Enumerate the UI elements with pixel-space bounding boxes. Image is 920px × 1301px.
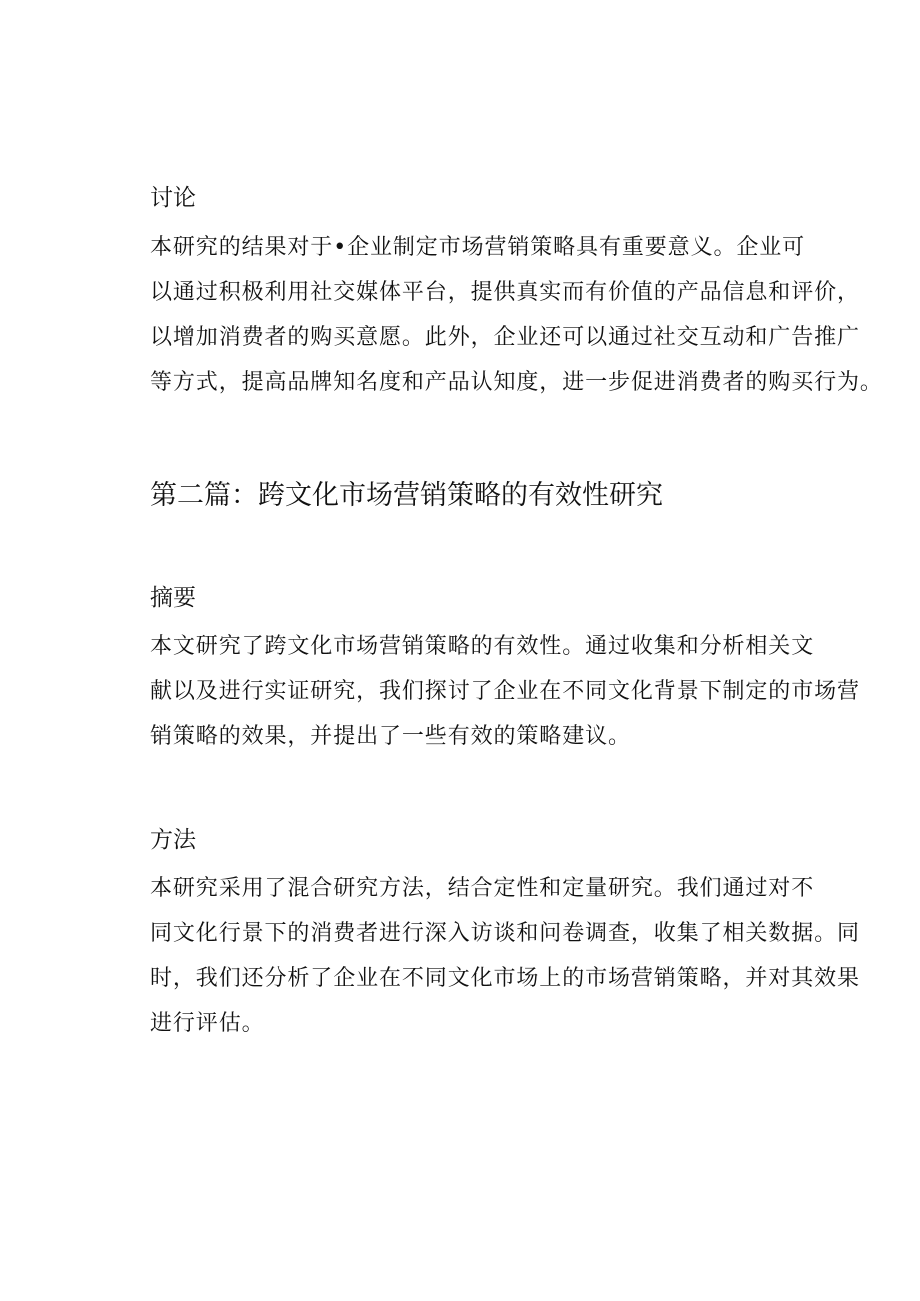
paragraph-line: 等方式，提高品牌知名度和产品认知度，进一步促进消费者的购买行为。 (150, 370, 883, 395)
paragraph-line: 本研究的结果对于•企业制定市场营销策略具有重要意义。企业可 (150, 235, 806, 260)
section-heading-discussion: 讨论 (150, 185, 196, 211)
paragraph-line: 以通过积极利用社交媒体平台，提供真实而有价值的产品信息和评价， (150, 280, 860, 305)
paragraph-line: 以增加消费者的购买意愿。此外，企业还可以通过社交互动和广告推广 (150, 325, 860, 350)
paragraph-line: 同文化行景下的消费者进行深入访谈和问卷调查，收集了相关数据。同 (150, 921, 860, 946)
method-paragraph (150, 866, 860, 1046)
paragraph-line: 进行评估。 (150, 1011, 265, 1036)
section-heading-abstract: 摘要 (150, 585, 196, 611)
chapter-title: 第二篇：跨文化市场营销策略的有效性研究 (150, 480, 663, 511)
paragraph-line: 本研究采用了混合研究方法，结合定性和定量研究。我们通过对不 (150, 876, 815, 901)
discussion-paragraph (150, 225, 883, 405)
paragraph-line: 销策略的效果，并提出了一些有效的策略建议。 (150, 724, 631, 749)
paragraph-line: 本文研究了跨文化市场营销策略的有效性。通过收集和分析相关文 (150, 634, 815, 659)
section-heading-method: 方法 (150, 827, 196, 853)
abstract-paragraph (150, 624, 860, 759)
paragraph-line: 献以及进行实证研究，我们探讨了企业在不同文化背景下制定的市场营 (150, 679, 860, 704)
paragraph-line: 时，我们还分析了企业在不同文化市场上的市场营销策略，并对其效果 (150, 966, 860, 991)
